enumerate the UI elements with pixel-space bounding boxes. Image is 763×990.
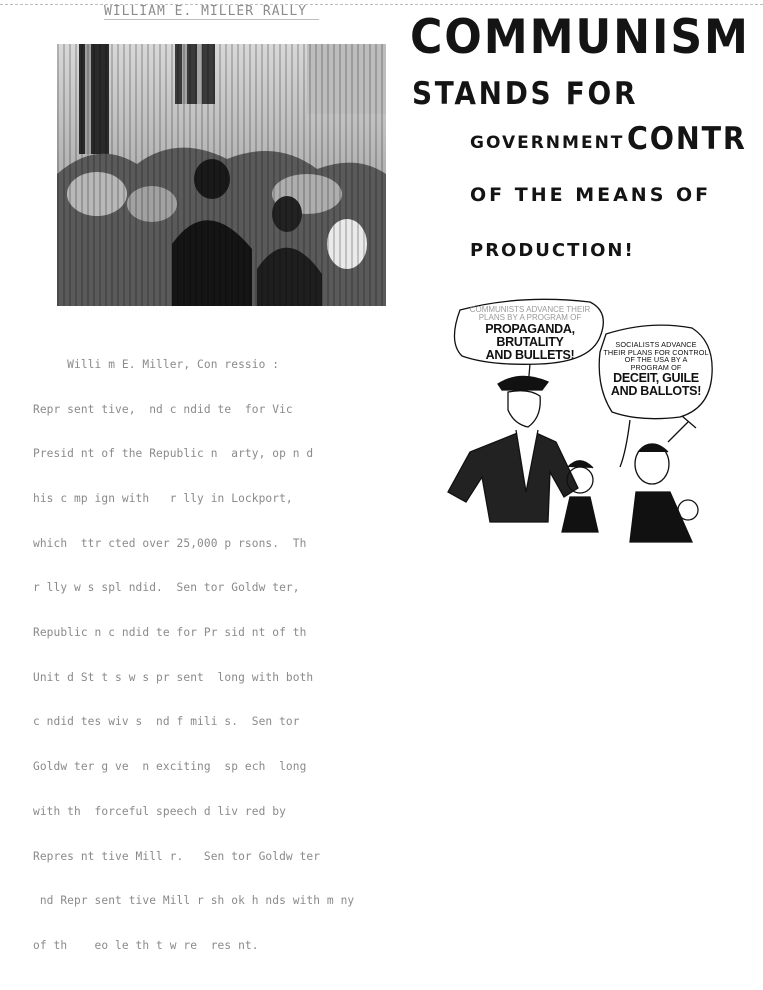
poster-line-control: CONTR	[627, 121, 747, 157]
article-body	[33, 328, 361, 969]
photo-caption-heading: WILLIAM E. MILLER RALLY	[104, 4, 319, 20]
poster-line-production: PRODUCTION!	[470, 240, 635, 261]
article-line: Republic n c ndid te for Pr sid nt of th	[33, 626, 307, 640]
political-cartoon	[430, 292, 730, 550]
right-bubble-intro-1: SOCIALISTS ADVANCE	[615, 340, 697, 349]
right-bubble-intro-4: PROGRAM OF	[630, 362, 682, 372]
rally-crowd-photo	[57, 44, 386, 306]
article-line: c ndid tes wiv s nd f mili s. Sen tor	[33, 715, 300, 729]
article-line: his c mp ign with r lly in Lockport,	[33, 491, 293, 505]
article-line: Presid nt of the Republic n arty, op n d	[33, 447, 314, 461]
right-bubble-emphasis-1: DECEIT, GUILE	[613, 370, 699, 385]
article-line: r lly w s spl ndid. Sen tor Goldw ter,	[33, 581, 300, 595]
article-line: Willi m E. Miller, Con ressio :	[33, 357, 280, 371]
right-bubble-intro-3: OF THE USA BY A	[624, 355, 688, 365]
right-bubble-emphasis-2: AND BALLOTS!	[610, 383, 702, 398]
left-bubble-intro: COMMUNISTS ADVANCE THEIR PLANS BY A PROGRAM OF	[469, 305, 591, 323]
article-line: Unit d St t s w s pr sent long with both	[33, 670, 314, 684]
article-line: Repr sent tive, nd c ndid te for Vic	[33, 402, 293, 416]
right-bubble-text	[602, 341, 710, 398]
left-bubble-emphasis-2: AND BULLETS!	[485, 348, 575, 363]
right-bubble-intro-2: THEIR PLANS FOR CONTROL	[603, 347, 709, 357]
poster-subheadline: STANDS FOR	[412, 76, 639, 112]
article-line: with th forceful speech d liv red by	[33, 804, 286, 818]
left-bubble-emphasis-1: PROPAGANDA, BRUTALITY	[485, 321, 575, 349]
article-line: which ttr cted over 25,000 p rsons. Th	[33, 536, 307, 550]
poster-line-government: GOVERNMENT	[470, 133, 625, 153]
article-line: of th eo le th t w re res nt.	[33, 938, 259, 952]
left-bubble-text	[460, 306, 600, 362]
poster-headline: COMMUNISM	[410, 10, 750, 65]
article-line: Repres nt tive Mill r. Sen tor Goldw ter	[33, 849, 321, 863]
article-line: nd Repr sent tive Mill r sh ok h nds with m ny	[33, 894, 355, 908]
poster-line-means: OF THE MEANS OF	[470, 184, 712, 206]
article-line: Goldw ter g ve n exciting sp ech long	[33, 760, 307, 774]
